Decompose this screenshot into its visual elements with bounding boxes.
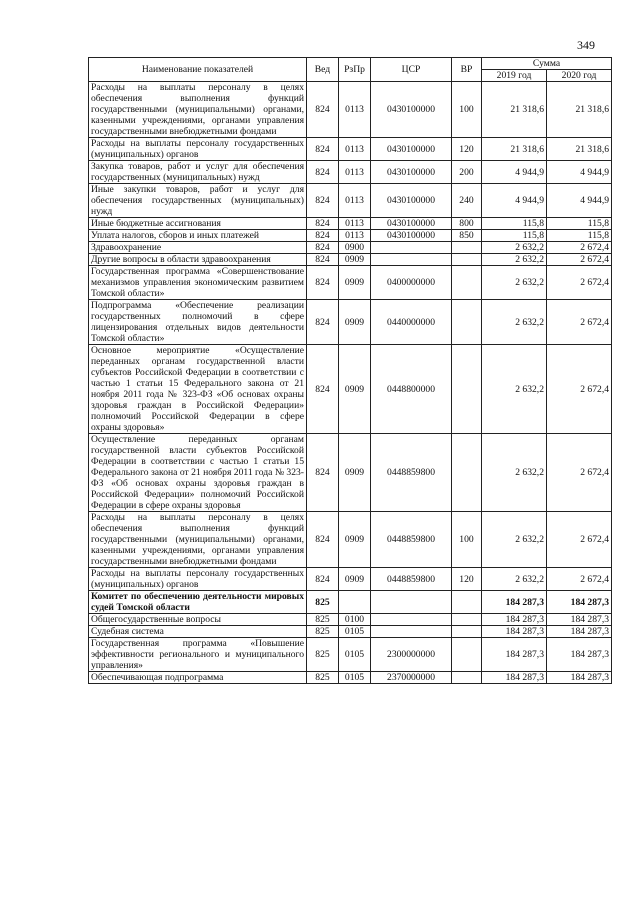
cell-name: Расходы на выплаты персоналу в целях обеспечения выполнения функций государственными (муниципальными) органами, казенными учреждениями, органами управления государственными внебюджетными фондами (89, 82, 307, 138)
cell-vr: 800 (452, 218, 482, 230)
cell-ved: 824 (307, 161, 339, 184)
cell-rzpr: 0909 (339, 512, 371, 568)
cell-csr: 0440000000 (371, 300, 452, 345)
header-vr: ВР (452, 58, 482, 82)
cell-y2020: 2 672,4 (547, 434, 612, 512)
cell-y2019: 184 287,3 (482, 614, 547, 626)
cell-vr: 100 (452, 82, 482, 138)
table-row (89, 638, 612, 672)
cell-csr: 0400000000 (371, 266, 452, 300)
cell-name: Расходы на выплаты персоналу государственных (муниципальных) органов (89, 568, 307, 591)
table-row (89, 345, 612, 434)
cell-ved: 824 (307, 434, 339, 512)
table-row (89, 138, 612, 161)
cell-rzpr: 0113 (339, 138, 371, 161)
header-ved: Вед (307, 58, 339, 82)
cell-y2019: 184 287,3 (482, 672, 547, 684)
cell-y2020: 2 672,4 (547, 254, 612, 266)
cell-vr (452, 254, 482, 266)
table-row (89, 614, 612, 626)
cell-name: Иные закупки товаров, работ и услуг для обеспечения государственных (муниципальных) нужд (89, 184, 307, 218)
cell-y2019: 4 944,9 (482, 184, 547, 218)
cell-vr (452, 300, 482, 345)
cell-vr: 240 (452, 184, 482, 218)
page-number: 349 (577, 38, 595, 52)
cell-rzpr: 0113 (339, 161, 371, 184)
table-row (89, 626, 612, 638)
cell-vr: 120 (452, 568, 482, 591)
cell-rzpr: 0113 (339, 218, 371, 230)
cell-y2020: 2 672,4 (547, 242, 612, 254)
cell-ved: 824 (307, 512, 339, 568)
cell-csr: 0448859800 (371, 568, 452, 591)
cell-y2019: 184 287,3 (482, 591, 547, 614)
cell-ved: 824 (307, 300, 339, 345)
cell-y2019: 115,8 (482, 218, 547, 230)
table-row (89, 591, 612, 614)
cell-y2019: 4 944,9 (482, 161, 547, 184)
cell-y2020: 4 944,9 (547, 184, 612, 218)
cell-csr: 0430100000 (371, 161, 452, 184)
cell-y2020: 2 672,4 (547, 568, 612, 591)
cell-rzpr: 0909 (339, 300, 371, 345)
cell-name: Иные бюджетные ассигнования (89, 218, 307, 230)
cell-vr (452, 266, 482, 300)
cell-name: Здравоохранение (89, 242, 307, 254)
cell-y2020: 184 287,3 (547, 638, 612, 672)
table-row (89, 266, 612, 300)
cell-name: Расходы на выплаты персоналу государственных (муниципальных) органов (89, 138, 307, 161)
cell-rzpr (339, 591, 371, 614)
cell-rzpr: 0113 (339, 230, 371, 242)
header-2019: 2019 год (482, 70, 547, 82)
cell-rzpr: 0113 (339, 82, 371, 138)
cell-y2020: 2 672,4 (547, 345, 612, 434)
cell-rzpr: 0113 (339, 184, 371, 218)
cell-name: Государственная программа «Совершенствование механизмов управления экономическим развитием Томской области» (89, 266, 307, 300)
table-row (89, 512, 612, 568)
cell-rzpr: 0100 (339, 614, 371, 626)
cell-y2020: 2 672,4 (547, 266, 612, 300)
cell-ved: 824 (307, 345, 339, 434)
cell-name: Основное мероприятие «Осуществление переданных органам государственной власти субъектов Российской Федерации в соответствии с частью 1 статьи 15 Федерального закона от 21 ноября 2011 года № 323-ФЗ «Об основах охраны здоровья граждан в Российской Федерации» полномочий Российской Федерации в сфере охраны здоровья» (89, 345, 307, 434)
cell-rzpr: 0909 (339, 254, 371, 266)
cell-y2020: 2 672,4 (547, 512, 612, 568)
table-row (89, 434, 612, 512)
cell-y2020: 184 287,3 (547, 614, 612, 626)
cell-ved: 824 (307, 242, 339, 254)
cell-y2019: 2 632,2 (482, 434, 547, 512)
table-row (89, 82, 612, 138)
cell-csr: 2300000000 (371, 638, 452, 672)
cell-y2020: 115,8 (547, 230, 612, 242)
cell-rzpr: 0909 (339, 345, 371, 434)
cell-ved: 824 (307, 138, 339, 161)
cell-y2020: 184 287,3 (547, 591, 612, 614)
cell-y2020: 115,8 (547, 218, 612, 230)
header-2020: 2020 год (547, 70, 612, 82)
cell-ved: 824 (307, 218, 339, 230)
cell-vr: 120 (452, 138, 482, 161)
cell-y2019: 184 287,3 (482, 626, 547, 638)
cell-y2019: 21 318,6 (482, 82, 547, 138)
cell-csr: 0430100000 (371, 230, 452, 242)
cell-ved: 824 (307, 254, 339, 266)
cell-name: Общегосударственные вопросы (89, 614, 307, 626)
cell-ved: 825 (307, 614, 339, 626)
cell-y2019: 2 632,2 (482, 512, 547, 568)
cell-y2019: 2 632,2 (482, 242, 547, 254)
cell-y2020: 21 318,6 (547, 82, 612, 138)
cell-y2019: 2 632,2 (482, 254, 547, 266)
cell-csr: 0448859800 (371, 512, 452, 568)
budget-table (88, 57, 612, 684)
cell-name: Расходы на выплаты персоналу в целях обеспечения выполнения функций государственными (муниципальными) органами, казенными учреждениями, органами управления государственными внебюджетными фондами (89, 512, 307, 568)
header-name: Наименование показателей (89, 58, 307, 82)
cell-vr (452, 672, 482, 684)
header-rzpr: РзПр (339, 58, 371, 82)
cell-csr (371, 591, 452, 614)
cell-ved: 824 (307, 568, 339, 591)
cell-y2019: 2 632,2 (482, 300, 547, 345)
cell-y2019: 184 287,3 (482, 638, 547, 672)
cell-vr (452, 242, 482, 254)
cell-vr (452, 345, 482, 434)
cell-y2019: 2 632,2 (482, 568, 547, 591)
cell-y2020: 4 944,9 (547, 161, 612, 184)
cell-ved: 825 (307, 626, 339, 638)
cell-ved: 825 (307, 672, 339, 684)
cell-rzpr: 0105 (339, 626, 371, 638)
table-row (89, 300, 612, 345)
cell-csr: 0430100000 (371, 184, 452, 218)
cell-name: Государственная программа «Повышение эффективности регионального и муниципального управления» (89, 638, 307, 672)
cell-csr (371, 626, 452, 638)
table-row (89, 672, 612, 684)
cell-name: Закупка товаров, работ и услуг для обеспечения государственных (муниципальных) нужд (89, 161, 307, 184)
cell-ved: 825 (307, 638, 339, 672)
header-sum: Сумма (482, 58, 612, 70)
cell-vr (452, 626, 482, 638)
cell-y2019: 115,8 (482, 230, 547, 242)
cell-ved: 824 (307, 82, 339, 138)
cell-csr: 0430100000 (371, 218, 452, 230)
cell-rzpr: 0105 (339, 672, 371, 684)
cell-name: Осуществление переданных органам государственной власти субъектов Российской Федерации в соответствии с частью 1 статьи 15 Федерального закона от 21 ноября 2011 года № 323-ФЗ «Об основах охраны здоровья граждан в Российской Федерации» полномочий Российской Федерации в сфере охраны здоровья (89, 434, 307, 512)
cell-vr (452, 638, 482, 672)
cell-y2019: 2 632,2 (482, 345, 547, 434)
cell-csr: 0448800000 (371, 345, 452, 434)
cell-vr (452, 591, 482, 614)
cell-rzpr: 0909 (339, 266, 371, 300)
table-row (89, 161, 612, 184)
cell-name: Подпрограмма «Обеспечение реализации государственных полномочий в сфере лицензирования отдельных видов деятельности Томской области» (89, 300, 307, 345)
table-body (89, 82, 612, 684)
table-row (89, 184, 612, 218)
cell-y2020: 2 672,4 (547, 300, 612, 345)
cell-ved: 824 (307, 230, 339, 242)
cell-csr: 0430100000 (371, 82, 452, 138)
cell-name: Другие вопросы в области здравоохранения (89, 254, 307, 266)
cell-y2019: 2 632,2 (482, 266, 547, 300)
cell-vr: 200 (452, 161, 482, 184)
cell-vr (452, 614, 482, 626)
cell-vr: 850 (452, 230, 482, 242)
cell-csr (371, 242, 452, 254)
cell-csr (371, 614, 452, 626)
table-row (89, 568, 612, 591)
cell-name: Судебная система (89, 626, 307, 638)
cell-rzpr: 0105 (339, 638, 371, 672)
cell-y2020: 184 287,3 (547, 626, 612, 638)
cell-vr (452, 434, 482, 512)
cell-csr (371, 254, 452, 266)
table-row (89, 254, 612, 266)
table-row (89, 218, 612, 230)
cell-ved: 824 (307, 184, 339, 218)
table-row (89, 242, 612, 254)
cell-rzpr: 0900 (339, 242, 371, 254)
cell-rzpr: 0909 (339, 434, 371, 512)
cell-name: Обеспечивающая подпрограмма (89, 672, 307, 684)
cell-csr: 0430100000 (371, 138, 452, 161)
cell-csr: 0448859800 (371, 434, 452, 512)
cell-csr: 2370000000 (371, 672, 452, 684)
cell-vr: 100 (452, 512, 482, 568)
table-row (89, 230, 612, 242)
cell-y2020: 184 287,3 (547, 672, 612, 684)
header-csr: ЦСР (371, 58, 452, 82)
cell-y2020: 21 318,6 (547, 138, 612, 161)
cell-ved: 824 (307, 266, 339, 300)
cell-name: Уплата налогов, сборов и иных платежей (89, 230, 307, 242)
cell-y2019: 21 318,6 (482, 138, 547, 161)
cell-rzpr: 0909 (339, 568, 371, 591)
cell-name: Комитет по обеспечению деятельности мировых судей Томской области (89, 591, 307, 614)
cell-ved: 825 (307, 591, 339, 614)
